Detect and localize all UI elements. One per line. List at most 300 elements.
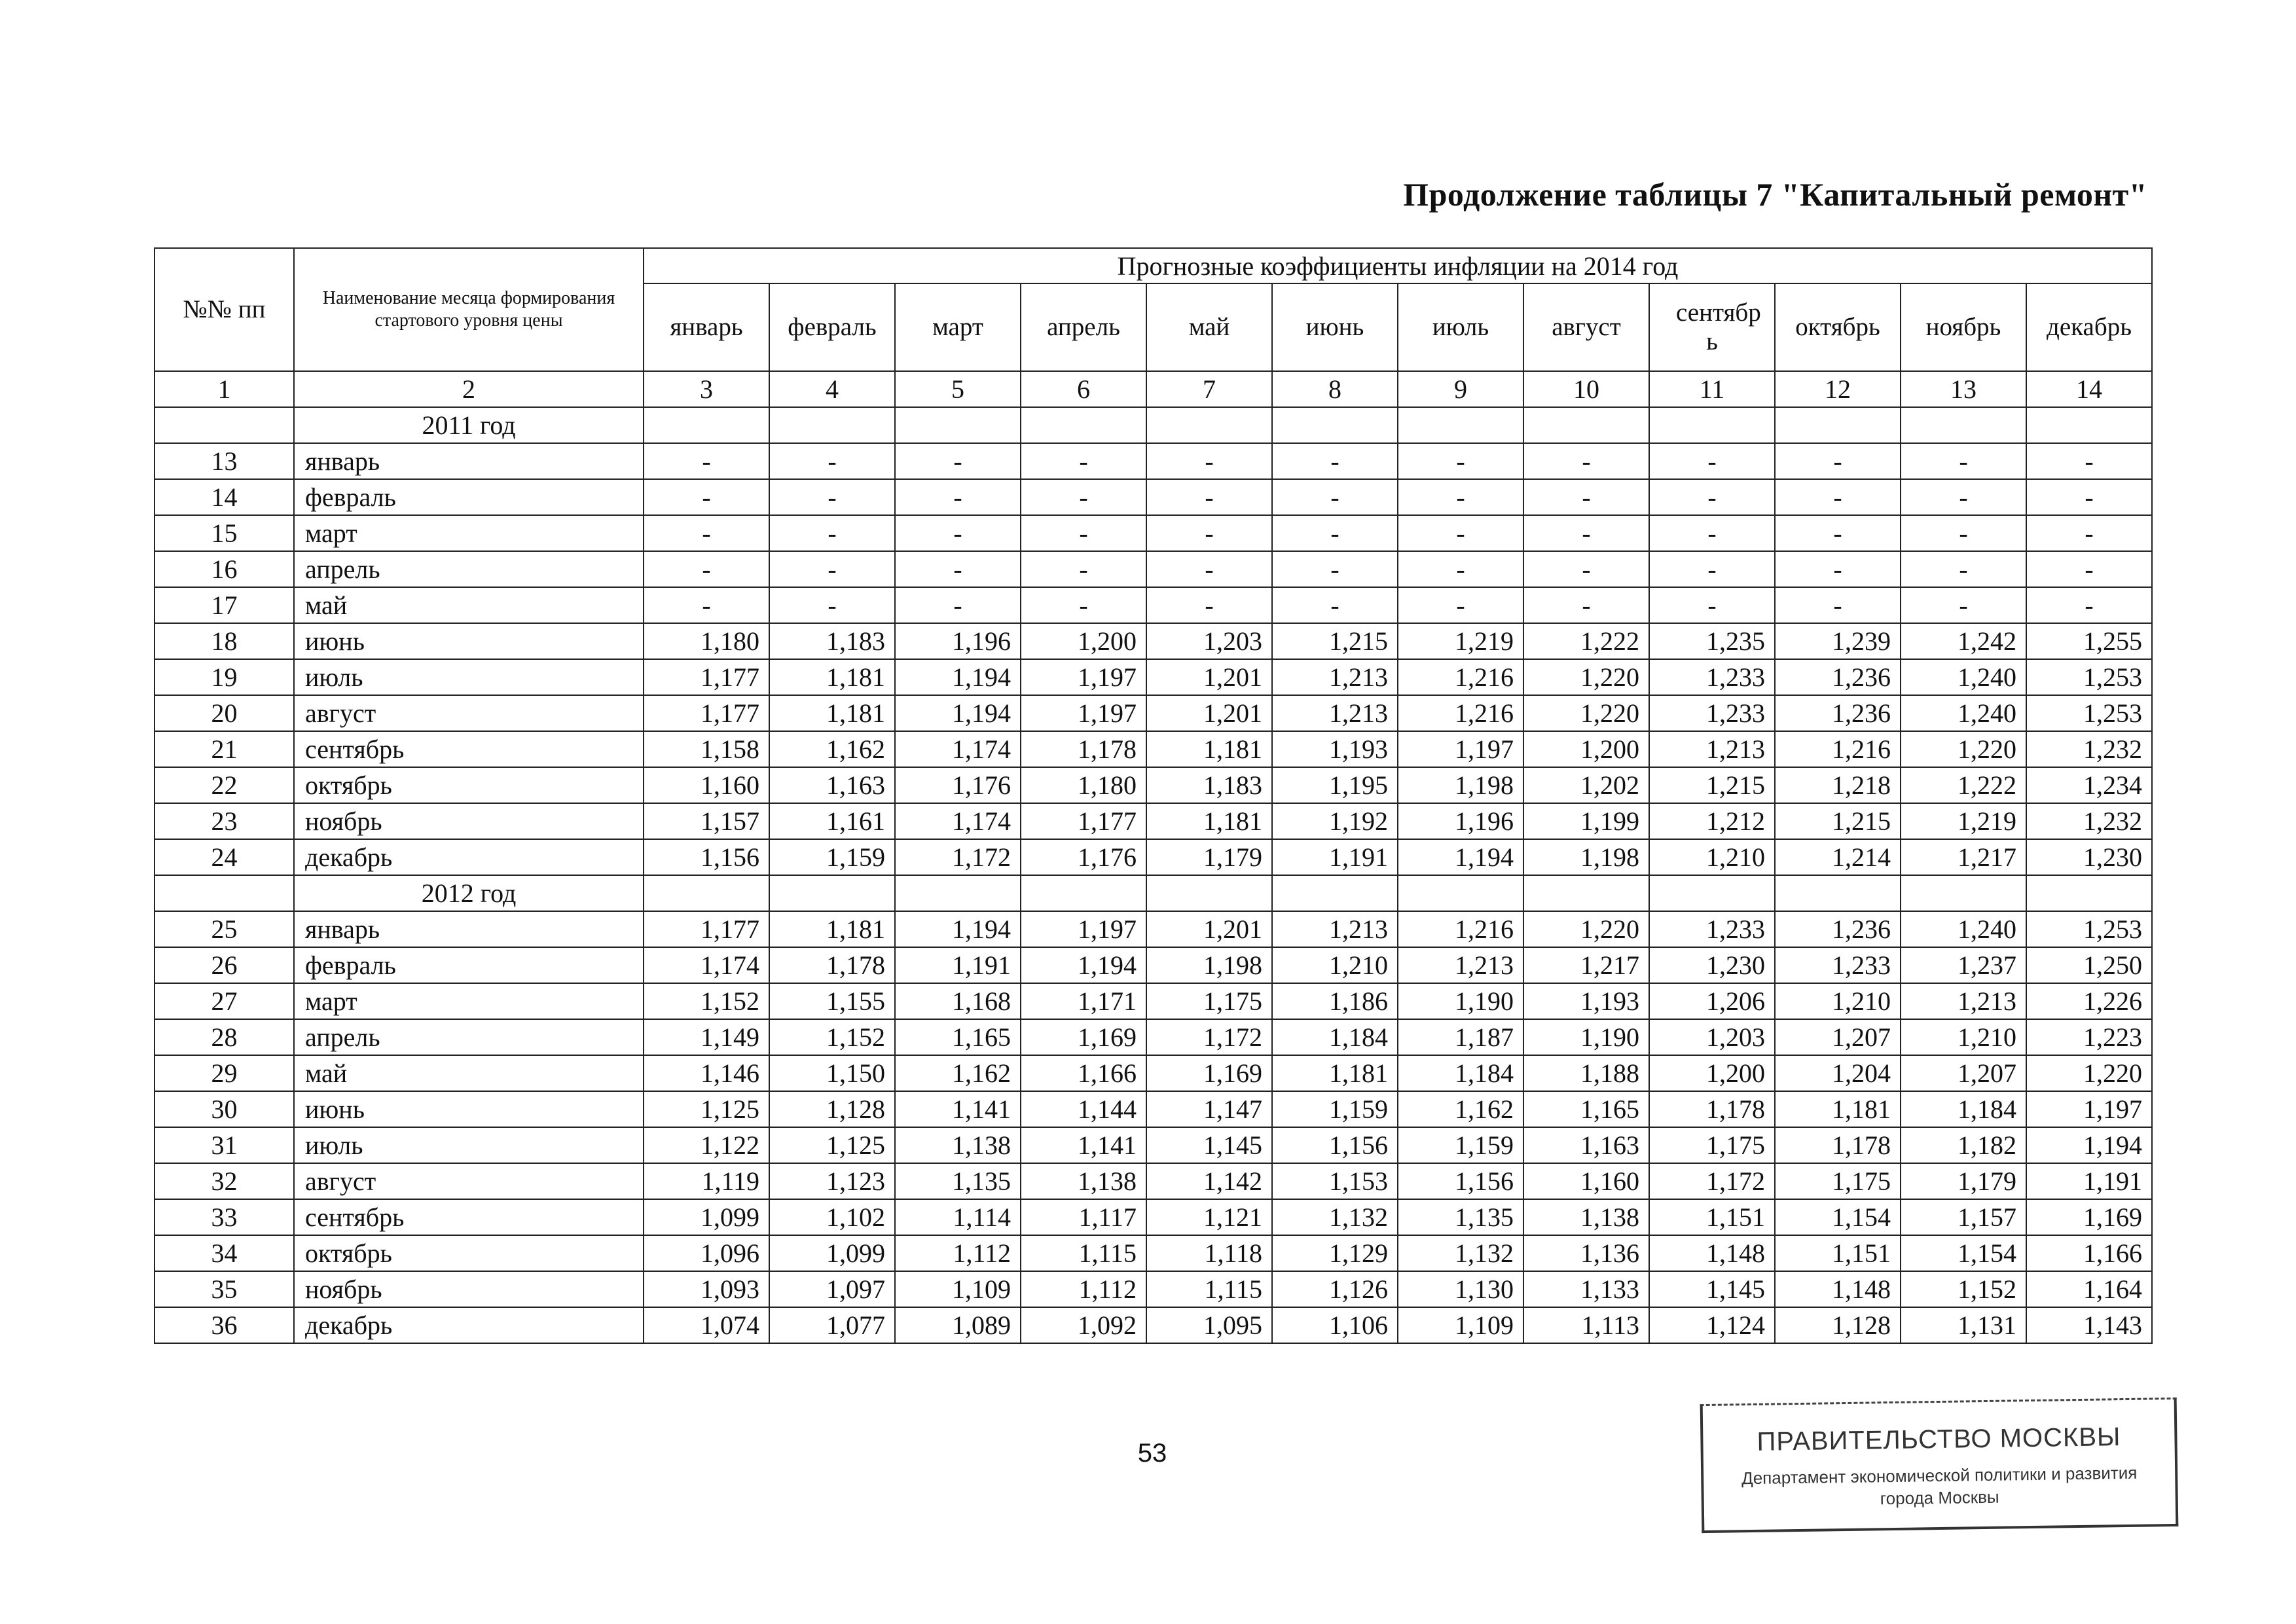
coefficient-cell: 1,207 [1901, 1055, 2026, 1091]
coefficient-cell: 1,191 [895, 947, 1021, 983]
table-row [155, 947, 2152, 983]
coefficient-cell: 1,232 [2026, 731, 2152, 767]
header-month: ноябрь [1901, 283, 2026, 371]
row-month-name: июнь [294, 623, 644, 659]
row-month-name: август [294, 695, 644, 731]
header-group: Прогнозные коэффициенты инфляции на 2014 год [644, 248, 2152, 283]
coefficient-cell: 1,177 [644, 659, 769, 695]
coefficient-cell: 1,184 [1901, 1091, 2026, 1127]
empty-cell [644, 407, 769, 443]
coefficient-cell: 1,175 [1649, 1127, 1775, 1163]
coefficient-cell: 1,177 [644, 911, 769, 947]
table-row [155, 803, 2152, 839]
coefficient-cell: 1,154 [1775, 1199, 1901, 1235]
table-row [155, 479, 2152, 515]
coefficient-cell: 1,112 [895, 1235, 1021, 1271]
empty-cell [1146, 407, 1272, 443]
coefficient-cell: - [644, 479, 769, 515]
row-number: 33 [155, 1199, 294, 1235]
coefficient-cell: 1,236 [1775, 659, 1901, 695]
coefficient-cell: 1,213 [1398, 947, 1523, 983]
coefficient-cell: 1,115 [1021, 1235, 1146, 1271]
empty-cell [1272, 875, 1398, 911]
coefficient-cell: 1,184 [1398, 1055, 1523, 1091]
coefficient-cell: - [1398, 587, 1523, 623]
stamp-line-2: Департамент экономической политики и развития [1741, 1462, 2138, 1489]
coefficient-cell: 1,143 [2026, 1307, 2152, 1343]
row-number: 26 [155, 947, 294, 983]
coefficient-cell: 1,203 [1146, 623, 1272, 659]
coefficient-cell: - [1398, 479, 1523, 515]
coefficient-cell: 1,236 [1775, 695, 1901, 731]
coefficient-cell: 1,155 [769, 983, 895, 1019]
coefficient-cell: - [1272, 551, 1398, 587]
row-month-name: октябрь [294, 767, 644, 803]
coefficient-cell: 1,115 [1146, 1271, 1272, 1307]
table-row [155, 983, 2152, 1019]
coefficient-cell: 1,124 [1649, 1307, 1775, 1343]
coefficient-cell: 1,181 [1272, 1055, 1398, 1091]
row-number: 21 [155, 731, 294, 767]
coefficient-cell: 1,188 [1523, 1055, 1649, 1091]
coefficient-cell: 1,162 [895, 1055, 1021, 1091]
coefficient-cell: 1,125 [769, 1127, 895, 1163]
column-index: 11 [1649, 371, 1775, 407]
coefficient-cell: 1,233 [1649, 911, 1775, 947]
coefficient-cell: 1,240 [1901, 695, 2026, 731]
header-month: октябрь [1775, 283, 1901, 371]
coefficient-cell: 1,198 [1146, 947, 1272, 983]
coefficient-cell: - [1649, 551, 1775, 587]
table-row [155, 1235, 2152, 1271]
header-month: март [895, 283, 1021, 371]
coefficient-cell: - [1649, 443, 1775, 479]
coefficient-cell: 1,207 [1775, 1019, 1901, 1055]
row-month-name: май [294, 1055, 644, 1091]
row-number: 19 [155, 659, 294, 695]
coefficient-cell: 1,148 [1649, 1235, 1775, 1271]
coefficient-cell: 1,182 [1901, 1127, 2026, 1163]
header-month: апрель [1021, 283, 1146, 371]
column-index: 5 [895, 371, 1021, 407]
coefficient-cell: 1,165 [1523, 1091, 1649, 1127]
coefficient-cell: 1,178 [1649, 1091, 1775, 1127]
row-number: 25 [155, 911, 294, 947]
table-row [155, 623, 2152, 659]
coefficient-cell: 1,163 [769, 767, 895, 803]
empty-cell [1649, 875, 1775, 911]
coefficient-cell: 1,220 [1901, 731, 2026, 767]
coefficient-cell: 1,099 [644, 1199, 769, 1235]
row-number: 18 [155, 623, 294, 659]
header-month: май [1146, 283, 1272, 371]
coefficient-cell: - [1523, 587, 1649, 623]
row-number: 32 [155, 1163, 294, 1199]
row-number: 13 [155, 443, 294, 479]
coefficient-cell: - [895, 443, 1021, 479]
coefficient-cell: 1,156 [1272, 1127, 1398, 1163]
coefficient-cell: 1,164 [2026, 1271, 2152, 1307]
row-month-name: август [294, 1163, 644, 1199]
coefficient-cell: 1,191 [1272, 839, 1398, 875]
coefficient-cell: - [1901, 443, 2026, 479]
coefficient-cell: 1,233 [1649, 659, 1775, 695]
coefficient-cell: 1,169 [1146, 1055, 1272, 1091]
coefficient-cell: 1,216 [1398, 695, 1523, 731]
coefficient-cell: 1,142 [1146, 1163, 1272, 1199]
header-month: сентябр ь [1649, 283, 1775, 371]
row-month-name: январь [294, 443, 644, 479]
coefficient-cell: - [1901, 587, 2026, 623]
coefficient-cell: 1,190 [1398, 983, 1523, 1019]
row-number: 14 [155, 479, 294, 515]
coefficient-cell: 1,178 [769, 947, 895, 983]
stamp-line-1: ПРАВИТЕЛЬСТВО МОСКВЫ [1757, 1422, 2121, 1456]
coefficient-cell: 1,166 [2026, 1235, 2152, 1271]
row-number: 31 [155, 1127, 294, 1163]
table-row [155, 1127, 2152, 1163]
coefficient-cell: 1,122 [644, 1127, 769, 1163]
coefficient-cell: 1,128 [1775, 1307, 1901, 1343]
coefficient-cell: 1,217 [1523, 947, 1649, 983]
coefficient-cell: - [1398, 515, 1523, 551]
table-row [155, 587, 2152, 623]
coefficient-cell: - [1775, 479, 1901, 515]
coefficient-cell: 1,169 [1021, 1019, 1146, 1055]
coefficient-cell: 1,240 [1901, 911, 2026, 947]
coefficient-cell: 1,196 [895, 623, 1021, 659]
coefficient-cell: 1,218 [1775, 767, 1901, 803]
coefficient-cell: 1,181 [1775, 1091, 1901, 1127]
coefficient-cell: 1,214 [1775, 839, 1901, 875]
coefficient-cell: 1,099 [769, 1235, 895, 1271]
coefficient-cell: 1,200 [1021, 623, 1146, 659]
column-index: 10 [1523, 371, 1649, 407]
coefficient-cell: 1,183 [1146, 767, 1272, 803]
empty-cell [895, 875, 1021, 911]
coefficient-cell: 1,253 [2026, 911, 2152, 947]
column-index: 7 [1146, 371, 1272, 407]
coefficient-cell: 1,129 [1272, 1235, 1398, 1271]
empty-cell [1021, 875, 1146, 911]
coefficient-cell: 1,159 [769, 839, 895, 875]
coefficient-cell: 1,159 [1272, 1091, 1398, 1127]
empty-cell [1146, 875, 1272, 911]
row-month-name: июнь [294, 1091, 644, 1127]
coefficient-cell: 1,128 [769, 1091, 895, 1127]
coefficient-cell: 1,178 [1775, 1127, 1901, 1163]
coefficient-cell: - [1021, 479, 1146, 515]
coefficient-cell: - [1523, 551, 1649, 587]
empty-cell [155, 875, 294, 911]
header-month: декабрь [2026, 283, 2152, 371]
coefficient-cell: 1,125 [644, 1091, 769, 1127]
coefficient-cell: - [1146, 551, 1272, 587]
coefficient-cell: 1,222 [1901, 767, 2026, 803]
coefficient-cell: 1,154 [1901, 1235, 2026, 1271]
coefficient-cell: - [1146, 443, 1272, 479]
empty-cell [644, 875, 769, 911]
coefficient-cell: 1,123 [769, 1163, 895, 1199]
empty-cell [1272, 407, 1398, 443]
coefficient-cell: - [1146, 587, 1272, 623]
coefficient-cell: 1,168 [895, 983, 1021, 1019]
row-month-name: март [294, 983, 644, 1019]
empty-cell [895, 407, 1021, 443]
year-label: 2012 год [294, 875, 644, 911]
coefficient-cell: 1,156 [644, 839, 769, 875]
coefficient-cell: 1,160 [1523, 1163, 1649, 1199]
coefficient-cell: 1,176 [1021, 839, 1146, 875]
coefficient-cell: 1,212 [1649, 803, 1775, 839]
row-number: 22 [155, 767, 294, 803]
coefficient-cell: 1,194 [895, 695, 1021, 731]
coefficient-cell: - [2026, 443, 2152, 479]
row-number: 27 [155, 983, 294, 1019]
coefficient-cell: 1,161 [769, 803, 895, 839]
coefficient-cell: 1,177 [1021, 803, 1146, 839]
coefficient-cell: 1,119 [644, 1163, 769, 1199]
row-month-name: апрель [294, 1019, 644, 1055]
year-row [155, 875, 2152, 911]
coefficient-cell: 1,177 [644, 695, 769, 731]
empty-cell [1775, 875, 1901, 911]
header-month: июнь [1272, 283, 1398, 371]
coefficient-cell: 1,213 [1272, 695, 1398, 731]
column-index: 9 [1398, 371, 1523, 407]
coefficient-cell: 1,109 [895, 1271, 1021, 1307]
coefficient-cell: - [1901, 551, 2026, 587]
coefficient-cell: - [1021, 551, 1146, 587]
coefficient-cell: 1,106 [1272, 1307, 1398, 1343]
coefficient-cell: 1,186 [1272, 983, 1398, 1019]
coefficient-cell: 1,230 [1649, 947, 1775, 983]
column-index: 8 [1272, 371, 1398, 407]
coefficient-cell: 1,181 [1146, 803, 1272, 839]
coefficient-cell: 1,135 [1398, 1199, 1523, 1235]
row-number: 30 [155, 1091, 294, 1127]
coefficient-cell: - [1775, 443, 1901, 479]
column-index: 3 [644, 371, 769, 407]
table-row [155, 1055, 2152, 1091]
coefficient-cell: 1,210 [1649, 839, 1775, 875]
coefficient-cell: - [769, 479, 895, 515]
coefficient-cell: 1,204 [1775, 1055, 1901, 1091]
coefficient-cell: - [1021, 443, 1146, 479]
coefficient-cell: 1,226 [2026, 983, 2152, 1019]
coefficient-cell: 1,240 [1901, 659, 2026, 695]
header-month: август [1523, 283, 1649, 371]
row-number: 16 [155, 551, 294, 587]
coefficient-cell: 1,230 [2026, 839, 2152, 875]
empty-cell [1021, 407, 1146, 443]
coefficient-cell: 1,074 [644, 1307, 769, 1343]
coefficient-cell: 1,172 [1649, 1163, 1775, 1199]
coefficient-cell: 1,213 [1901, 983, 2026, 1019]
table-row [155, 1091, 2152, 1127]
table-row [155, 1307, 2152, 1343]
coefficient-cell: 1,232 [2026, 803, 2152, 839]
coefficient-cell: 1,236 [1775, 911, 1901, 947]
empty-cell [2026, 407, 2152, 443]
coefficient-cell: 1,077 [769, 1307, 895, 1343]
row-month-name: май [294, 587, 644, 623]
coefficient-cell: 1,118 [1146, 1235, 1272, 1271]
coefficient-cell: 1,152 [769, 1019, 895, 1055]
coefficient-cell: 1,138 [1523, 1199, 1649, 1235]
coefficient-cell: 1,112 [1021, 1271, 1146, 1307]
department-stamp [1700, 1398, 2179, 1533]
row-month-name: март [294, 515, 644, 551]
coefficient-cell: - [1523, 443, 1649, 479]
coefficient-cell: 1,145 [1649, 1271, 1775, 1307]
table-row [155, 767, 2152, 803]
coefficient-cell: 1,233 [1649, 695, 1775, 731]
coefficient-cell: - [1272, 587, 1398, 623]
coefficient-cell: - [2026, 515, 2152, 551]
coefficient-cell: 1,216 [1398, 659, 1523, 695]
row-month-name: июль [294, 659, 644, 695]
coefficient-cell: - [1272, 443, 1398, 479]
coefficient-cell: 1,162 [1398, 1091, 1523, 1127]
coefficient-cell: 1,183 [769, 623, 895, 659]
coefficient-cell: 1,172 [895, 839, 1021, 875]
coefficient-cell: 1,121 [1146, 1199, 1272, 1235]
coefficient-cell: 1,138 [895, 1127, 1021, 1163]
coefficient-cell: - [1775, 551, 1901, 587]
coefficient-cell: 1,233 [1775, 947, 1901, 983]
coefficient-cell: 1,172 [1146, 1019, 1272, 1055]
coefficient-cell: - [769, 587, 895, 623]
coefficient-cell: 1,176 [895, 767, 1021, 803]
coefficient-cell: 1,242 [1901, 623, 2026, 659]
coefficient-cell: 1,159 [1398, 1127, 1523, 1163]
table-row [155, 839, 2152, 875]
coefficient-cell: 1,151 [1775, 1235, 1901, 1271]
empty-cell [1398, 407, 1523, 443]
coefficient-cell: 1,239 [1775, 623, 1901, 659]
row-month-name: ноябрь [294, 803, 644, 839]
coefficient-cell: 1,102 [769, 1199, 895, 1235]
coefficient-cell: 1,210 [1775, 983, 1901, 1019]
coefficient-cell: 1,150 [769, 1055, 895, 1091]
coefficient-cell: 1,222 [1523, 623, 1649, 659]
coefficient-cell: 1,197 [1021, 695, 1146, 731]
column-index: 2 [294, 371, 644, 407]
row-month-name: февраль [294, 479, 644, 515]
coefficient-cell: - [895, 551, 1021, 587]
coefficient-cell: 1,156 [1398, 1163, 1523, 1199]
coefficient-cell: 1,114 [895, 1199, 1021, 1235]
coefficient-cell: 1,184 [1272, 1019, 1398, 1055]
table-row [155, 1199, 2152, 1235]
row-month-name: апрель [294, 551, 644, 587]
coefficient-cell: 1,217 [1901, 839, 2026, 875]
coefficient-cell: - [1901, 515, 2026, 551]
coefficient-cell: 1,192 [1272, 803, 1398, 839]
coefficient-cell: 1,194 [2026, 1127, 2152, 1163]
empty-cell [1398, 875, 1523, 911]
coefficient-cell: 1,181 [769, 659, 895, 695]
empty-cell [769, 875, 895, 911]
coefficient-cell: 1,146 [644, 1055, 769, 1091]
row-month-name: июль [294, 1127, 644, 1163]
table-row [155, 1019, 2152, 1055]
coefficient-cell: 1,141 [895, 1091, 1021, 1127]
coefficient-cell: 1,174 [895, 803, 1021, 839]
empty-cell [1523, 875, 1649, 911]
coefficient-cell: 1,220 [1523, 659, 1649, 695]
coefficient-cell: - [895, 587, 1021, 623]
table-row [155, 731, 2152, 767]
coefficient-cell: 1,203 [1649, 1019, 1775, 1055]
coefficient-cell: 1,253 [2026, 659, 2152, 695]
empty-cell [1649, 407, 1775, 443]
coefficient-cell: 1,152 [1901, 1271, 2026, 1307]
coefficient-cell: 1,180 [644, 623, 769, 659]
coefficient-cell: - [895, 479, 1021, 515]
coefficient-cell: 1,131 [1901, 1307, 2026, 1343]
coefficient-cell: - [1146, 515, 1272, 551]
coefficient-cell: - [644, 515, 769, 551]
coefficient-cell: 1,097 [769, 1271, 895, 1307]
coefficient-cell: 1,157 [1901, 1199, 2026, 1235]
coefficient-cell: 1,206 [1649, 983, 1775, 1019]
coefficient-cell: 1,133 [1523, 1271, 1649, 1307]
column-index: 4 [769, 371, 895, 407]
coefficient-cell: 1,089 [895, 1307, 1021, 1343]
year-label: 2011 год [294, 407, 644, 443]
coefficient-cell: 1,181 [769, 911, 895, 947]
row-number: 29 [155, 1055, 294, 1091]
coefficient-cell: 1,213 [1649, 731, 1775, 767]
coefficient-cell: 1,179 [1146, 839, 1272, 875]
coefficient-cell: 1,095 [1146, 1307, 1272, 1343]
coefficient-cell: 1,253 [2026, 695, 2152, 731]
coefficient-cell: 1,126 [1272, 1271, 1398, 1307]
stamp-line-3: города Москвы [1880, 1487, 1999, 1509]
coefficient-cell: 1,138 [1021, 1163, 1146, 1199]
coefficient-cell: 1,220 [1523, 695, 1649, 731]
empty-cell [1901, 407, 2026, 443]
coefficient-cell: 1,220 [2026, 1055, 2152, 1091]
coefficient-cell: - [1649, 515, 1775, 551]
coefficient-cell: 1,193 [1272, 731, 1398, 767]
coefficient-cell: 1,202 [1523, 767, 1649, 803]
coefficient-cell: - [2026, 479, 2152, 515]
coefficient-cell: 1,216 [1775, 731, 1901, 767]
coefficient-cell: 1,092 [1021, 1307, 1146, 1343]
coefficient-cell: 1,255 [2026, 623, 2152, 659]
coefficient-cell: 1,197 [2026, 1091, 2152, 1127]
coefficient-cell: 1,178 [1021, 731, 1146, 767]
coefficient-cell: - [1649, 587, 1775, 623]
table-row [155, 695, 2152, 731]
coefficient-cell: 1,200 [1649, 1055, 1775, 1091]
coefficient-cell: 1,174 [895, 731, 1021, 767]
coefficient-cell: 1,234 [2026, 767, 2152, 803]
coefficient-cell: 1,198 [1523, 839, 1649, 875]
coefficient-cell: - [1523, 515, 1649, 551]
coefficient-cell: 1,219 [1398, 623, 1523, 659]
coefficient-cell: 1,145 [1146, 1127, 1272, 1163]
coefficient-cell: 1,219 [1901, 803, 2026, 839]
coefficient-cell: 1,196 [1398, 803, 1523, 839]
coefficient-cell: 1,109 [1398, 1307, 1523, 1343]
column-index: 6 [1021, 371, 1146, 407]
row-number: 20 [155, 695, 294, 731]
coefficient-cell: 1,197 [1021, 911, 1146, 947]
